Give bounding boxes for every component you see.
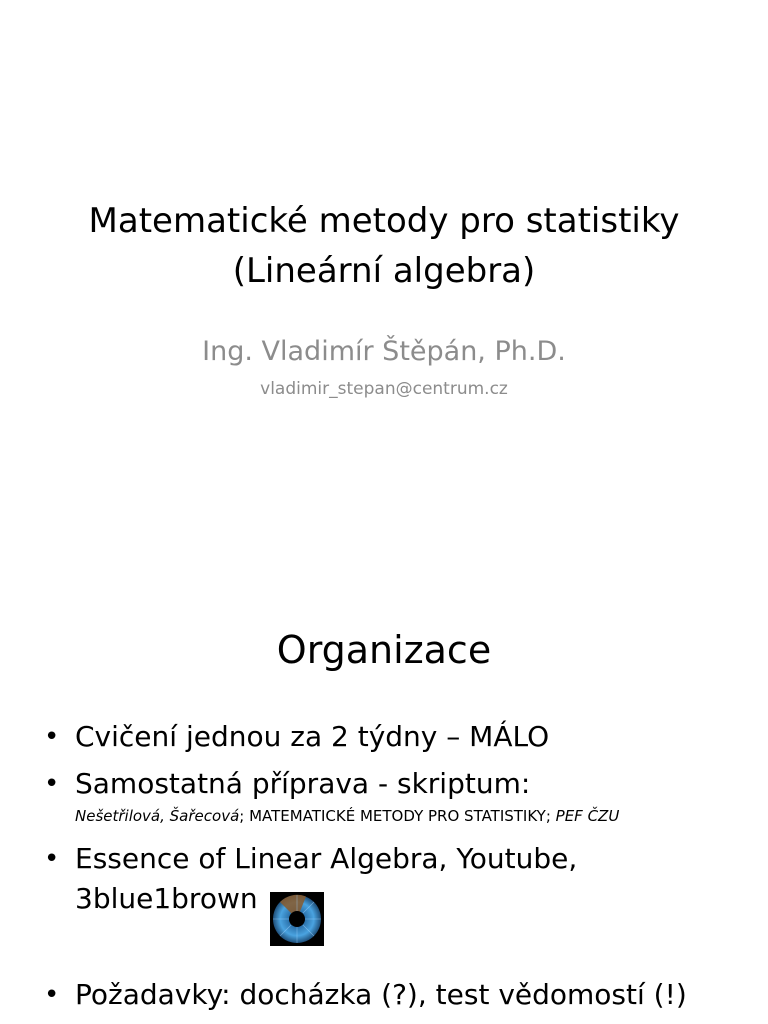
citation-separator: ;	[239, 807, 250, 825]
citation-publisher: PEF ČZU	[555, 807, 620, 825]
citation-book-title: MATEMATICKÉ METODY PRO STATISTIKY	[249, 807, 546, 825]
slide-heading: Organizace	[276, 628, 492, 672]
slide-title-line-2: (Lineární algebra)	[232, 251, 536, 291]
bullet-marker: •	[44, 844, 60, 874]
bullet-marker: •	[44, 980, 60, 1010]
citation-authors: Nešetřilová, Šařecová	[75, 807, 240, 825]
3blue1brown-logo-icon	[270, 892, 324, 946]
textbook-citation	[75, 806, 619, 826]
bullet-text-continuation: 3blue1brown	[75, 882, 258, 915]
bullet-text: Samostatná příprava - skriptum:	[75, 767, 531, 800]
slide-title	[40, 196, 728, 296]
bullet-text: Essence of Linear Algebra, Youtube,	[75, 842, 578, 875]
slide-title-line-1: Matematické metody pro statistiky	[88, 201, 680, 241]
organization-slide	[0, 512, 768, 1024]
bullet-marker: •	[44, 722, 60, 752]
author-email: vladimir_stepan@centrum.cz	[260, 379, 508, 399]
bullet-text: Cvičení jednou za 2 týdny – MÁLO	[75, 720, 550, 753]
bullet-marker: •	[44, 769, 60, 799]
author-name: Ing. Vladimír Štěpán, Ph.D.	[202, 336, 566, 367]
citation-separator: ;	[545, 807, 556, 825]
bullet-text: Požadavky: docházka (?), test vědomostí (!)	[75, 978, 687, 1011]
